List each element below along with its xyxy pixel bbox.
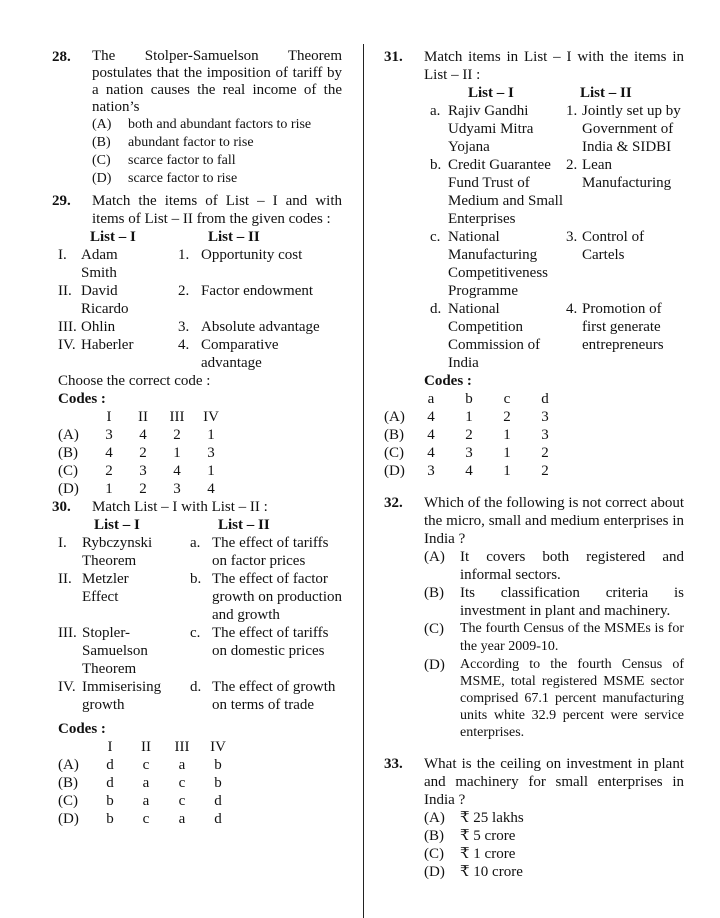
question-32 [384,494,684,741]
code-row: (C) 4 3 1 2 [384,445,549,461]
question-number: 29. [52,193,71,209]
option-a: (A) It covers both registered and informal sectors. [424,549,684,583]
match-row: III. Stopler-Samuelson Theorem c. The effect of tariffs on domestic prices [58,625,329,677]
code-row: (B) 4 2 1 3 [384,427,549,443]
match-row: b. Credit Guarantee Fund Trust of Medium and Small Enterprises 2. Lean Manufacturing [430,157,672,227]
right-column [384,48,684,881]
match-row: I. Rybczynski Theorem a. The effect of tariffs on factor prices [58,535,329,569]
question-30 [52,498,342,828]
codes-title: Codes : [58,391,106,407]
left-column [52,48,342,828]
options-list [92,116,342,188]
codes-header-row: a b c d [427,391,549,407]
options-list [424,809,684,881]
match-row: II. David Ricardo 2. Factor endowment [58,283,314,317]
question-31 [384,48,684,480]
codes-table [384,390,570,480]
codes-table [58,738,236,828]
match-row: a. Rajiv Gandhi Udyami Mitra Yojana 1. Jointly set up by Government of India & SIDBI [430,103,681,155]
question-text: The Stolper-Samuelson Theorem postulates that the imposition of tariff by a nation causes the real income of the nation’s [92,48,342,115]
question-number: 30. [52,499,71,515]
code-row: (D) 3 4 1 2 [384,463,549,479]
column-divider [363,44,364,918]
match-row: c. National Manufacturing Competitiveness Programme 3. Control of Cartels [430,229,645,299]
match-row: I. Adam Smith 1. Opportunity cost [58,247,303,281]
option-c: (C) ₹ 1 crore [424,846,516,862]
list1-header: List – I [468,85,514,101]
options-list [424,548,684,741]
question-number: 28. [52,49,71,65]
option-c: (C) scarce factor to fall [92,153,236,168]
list1-header: List – I [90,229,136,245]
option-b: (B) abundant factor to rise [92,135,254,150]
question-text: Which of the following is not correct about the micro, small and medium enterprises in India ? [424,495,684,547]
code-row: (D) 1 2 3 4 [58,481,215,497]
code-row: (B) 4 2 1 3 [58,445,215,461]
code-row: (C) 2 3 4 1 [58,463,215,479]
code-row: (A) 4 1 2 3 [384,409,549,425]
question-text: What is the ceiling on investment in plant and machinery for small enterprises in India ? [424,756,684,808]
codes-header-row: I II III IV [106,409,219,425]
option-d: (D) ₹ 10 crore [424,864,523,880]
list2-header: List – II [218,517,270,533]
match-table [58,228,342,498]
option-d: (D) According to the fourth Census of MSME, total registered MSME sector comprised 67.1 percent manufacturing units white 32.9 percent were service enterprises. [424,657,684,740]
question-28 [52,48,342,188]
match-row: d. National Competition Commission of India 4. Promotion of first generate entrepreneurs [430,301,664,371]
option-a: (A) both and abundant factors to rise [92,117,312,132]
question-text: Match items in List – I with the items in List – II : [424,49,684,83]
codes-header-row: I II III IV [107,739,226,755]
question-text: Match the items of List – I and with items of List – II from the given codes : [92,193,342,227]
list1-header: List – I [94,517,140,533]
match-row: III. Ohlin 3. Absolute advantage [58,319,320,335]
code-row: (B) d a c b [58,775,222,791]
code-row: (C) b a c d [58,793,222,809]
match-row: IV. Haberler 4. Comparative advantage [58,337,279,371]
question-number: 33. [384,756,403,772]
code-row: (D) b c a d [58,811,222,827]
code-row: (A) d c a b [58,757,222,773]
codes-table [58,408,228,498]
question-text: Match List – I with List – II : [92,499,268,515]
match-table [58,516,342,828]
option-a: (A) ₹ 25 lakhs [424,810,524,826]
question-29 [52,192,342,498]
match-row: II. Metzler Effect b. The effect of factor growth on production and growth [58,571,342,623]
match-table [384,84,684,480]
question-33 [384,755,684,881]
choose-instruction: Choose the correct code : [58,373,211,389]
option-d: (D) scarce factor to rise [92,171,238,186]
list2-header: List – II [208,229,260,245]
question-number: 32. [384,495,403,511]
option-c: (C) The fourth Census of the MSMEs is for the year 2009-10. [424,621,684,654]
match-row: IV. Immiserising growth d. The effect of growth on terms of trade [58,679,336,713]
list2-header: List – II [580,85,632,101]
codes-title: Codes : [58,721,106,737]
codes-title: Codes : [424,373,472,389]
option-b: (B) Its classification criteria is investment in plant and machinery. [424,585,684,619]
option-b: (B) ₹ 5 crore [424,828,516,844]
question-number: 31. [384,49,403,65]
code-row: (A) 3 4 2 1 [58,427,215,443]
